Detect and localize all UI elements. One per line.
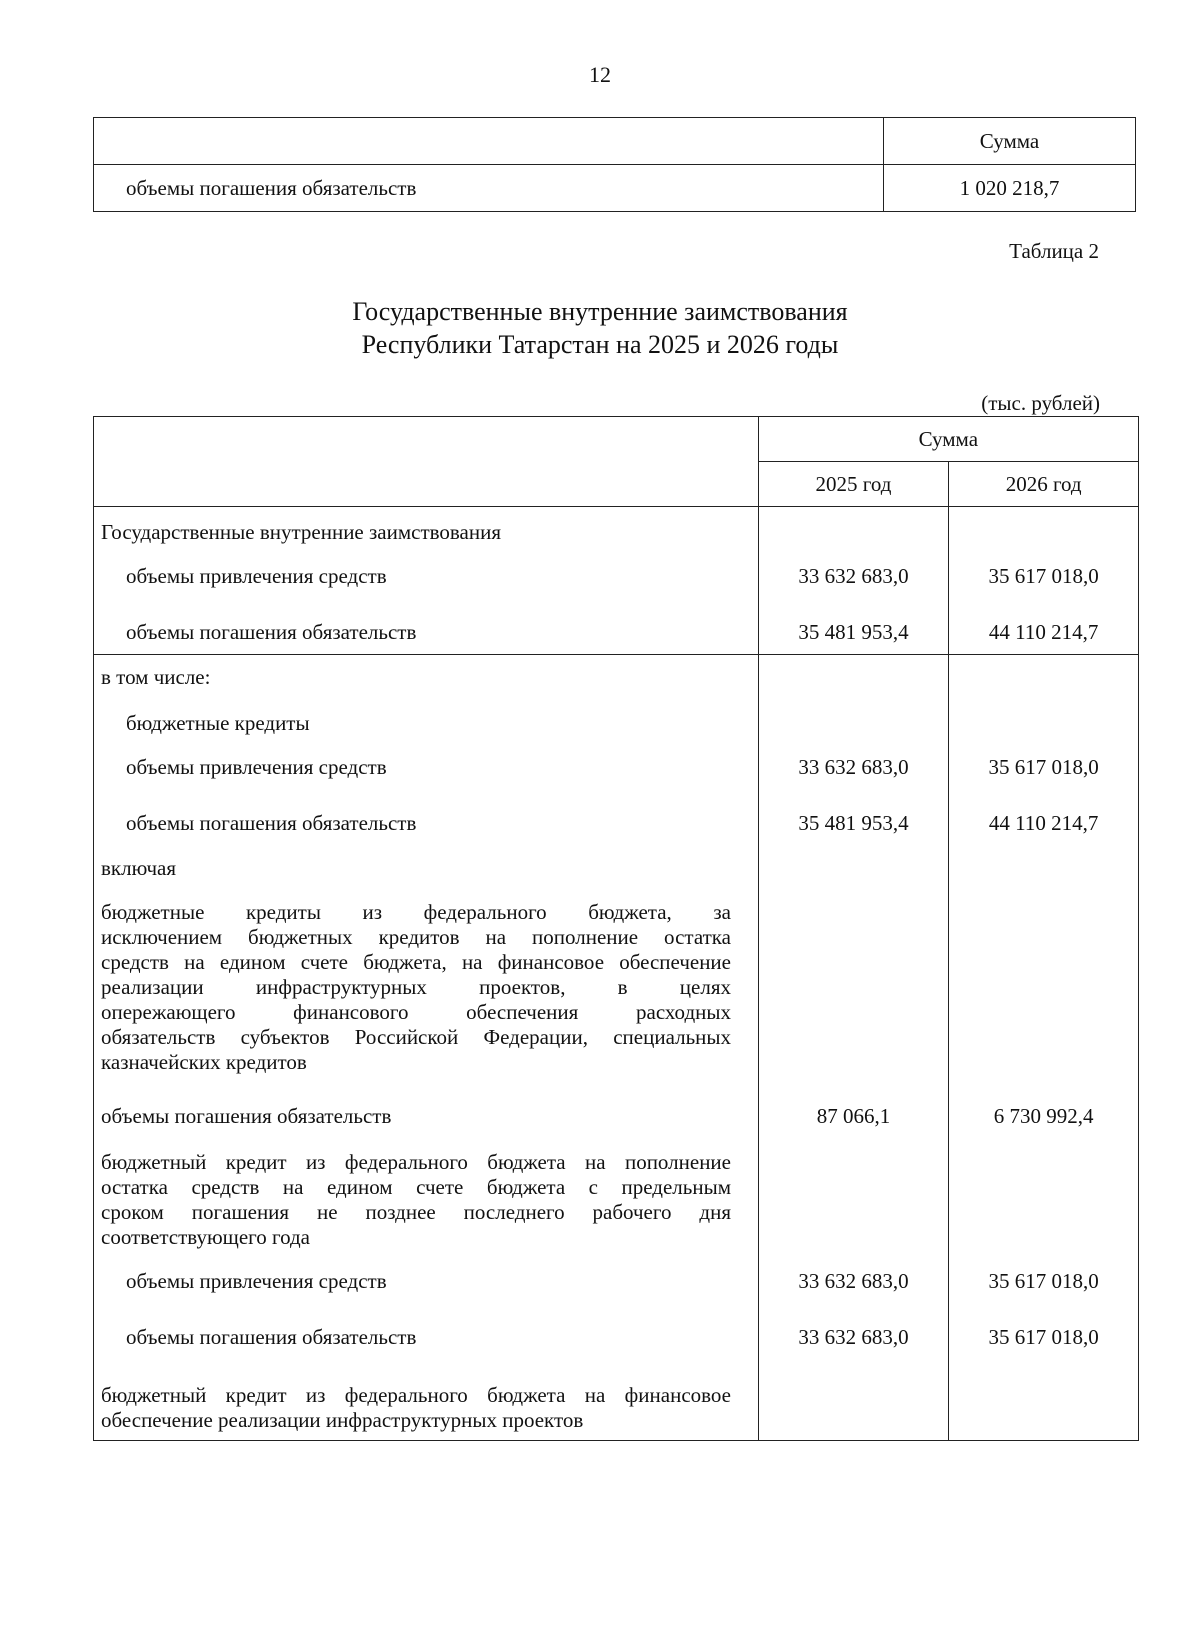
row-label: объемы привлечения средств — [126, 755, 387, 779]
paragraph-line: сроком погашения не позднее последнего рабочего дня — [101, 1200, 731, 1224]
paragraph-line: исключением бюджетных кредитов на пополнение остатка — [101, 925, 731, 949]
paragraph-line: обеспечение реализации инфраструктурных проектов — [101, 1408, 584, 1432]
row-label: объемы погашения обязательств — [126, 811, 417, 835]
table-header-row — [94, 118, 1136, 165]
row-label: объемы погашения обязательств — [126, 620, 417, 644]
including-label: в том числе: — [101, 665, 211, 689]
paragraph-line: реализации инфраструктурных проектов, в целях — [101, 975, 731, 999]
page-title — [0, 295, 1200, 361]
blank-header-cell — [94, 118, 884, 165]
page-number: 12 — [589, 62, 611, 87]
col-2026-header: 2026 год — [949, 462, 1139, 507]
paragraph-line: опережающего финансового обеспечения расходных — [101, 1000, 731, 1024]
top-summary-table — [93, 117, 1136, 212]
paragraph-1 — [94, 900, 739, 1075]
cell-value: 33 632 683,0 — [798, 564, 909, 588]
section-1-row — [94, 507, 1139, 655]
row-label: объемы погашения обязательств — [126, 1325, 417, 1349]
paragraph-line: казначейских кредитов — [101, 1050, 307, 1074]
col-2025-header: 2025 год — [758, 462, 949, 507]
sum-header: Сумма — [884, 118, 1136, 165]
row-label: объемы привлечения средств — [126, 564, 387, 588]
cell-value: 44 110 214,7 — [988, 811, 1099, 835]
row-label: объемы погашения обязательств — [101, 1104, 392, 1128]
paragraph-line: бюджетные кредиты из федерального бюджета, за — [101, 900, 731, 924]
paragraph-line: соответствующего года — [101, 1225, 310, 1249]
paragraph-line: средств на едином счете бюджета, на финансовое обеспечение — [101, 950, 731, 974]
section-title: Государственные внутренние заимствования — [101, 520, 502, 544]
cell-value: 6 730 992,4 — [993, 1104, 1094, 1128]
cell-value: 35 481 953,4 — [798, 620, 909, 644]
section-1-col-2025 — [758, 507, 949, 655]
cell-value: 35 617 018,0 — [988, 1269, 1099, 1293]
row-label: объемы привлечения средств — [126, 1269, 387, 1293]
title-line-2: Республики Татарстан на 2025 и 2026 годы — [361, 330, 839, 359]
budget-credits-label: бюджетные кредиты — [126, 711, 310, 735]
section-2-col-2025 — [758, 655, 949, 1441]
blank-header-cell — [94, 417, 759, 507]
cell-value: 33 632 683,0 — [798, 1269, 909, 1293]
paragraph-3 — [94, 1383, 739, 1433]
section-2-col-2026 — [949, 655, 1139, 1441]
cell-value: 87 066,1 — [816, 1104, 891, 1128]
cell-value: 33 632 683,0 — [798, 1325, 909, 1349]
paragraph-line: обязательств субъектов Российской Федерации, специальных — [101, 1025, 731, 1049]
units-label: (тыс. рублей) — [981, 391, 1100, 415]
row-value: 1 020 218,7 — [884, 165, 1136, 212]
table-header-row — [94, 417, 1139, 462]
paragraph-2 — [94, 1150, 739, 1250]
title-line-1: Государственные внутренние заимствования — [352, 297, 848, 326]
section-1-labels — [94, 507, 759, 655]
cell-value: 35 617 018,0 — [988, 755, 1099, 779]
sum-header: Сумма — [758, 417, 1138, 462]
paragraph-line: бюджетный кредит из федерального бюджета на финансовое — [101, 1383, 731, 1407]
paragraph-line: остатка средств на едином счете бюджета с предельным — [101, 1175, 731, 1199]
cell-value: 44 110 214,7 — [988, 620, 1099, 644]
table-row — [94, 165, 1136, 212]
cell-value: 35 617 018,0 — [988, 1325, 1099, 1349]
including-2-label: включая — [101, 856, 177, 880]
table-caption: Таблица 2 — [1009, 239, 1099, 263]
section-2-labels — [94, 655, 759, 1441]
borrowings-table — [93, 416, 1139, 1441]
paragraph-line: бюджетный кредит из федерального бюджета на пополнение — [101, 1150, 731, 1174]
cell-value: 35 481 953,4 — [798, 811, 909, 835]
row-label: объемы погашения обязательств — [94, 165, 884, 212]
cell-value: 33 632 683,0 — [798, 755, 909, 779]
section-1-col-2026 — [949, 507, 1139, 655]
section-2-row — [94, 655, 1139, 1441]
cell-value: 35 617 018,0 — [988, 564, 1099, 588]
